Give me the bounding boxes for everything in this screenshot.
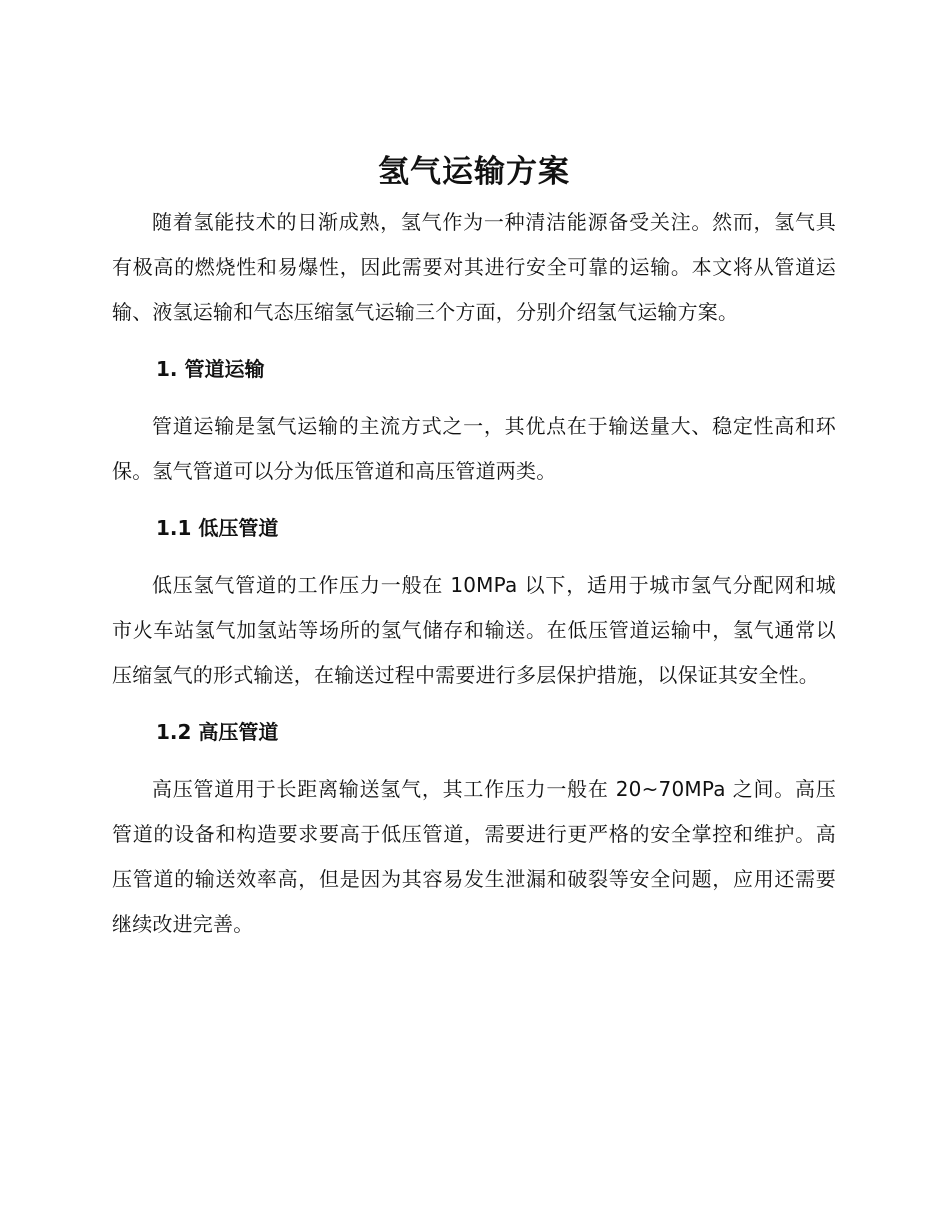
section-body-pipeline: 管道运输是氢气运输的主流方式之一，其优点在于输送量大、稳定性高和环保。氢气管道可以分为低压管道和高压管道两类。	[112, 414, 836, 483]
section-heading-high-pressure: 1.2 高压管道	[156, 720, 279, 744]
intro-paragraph: 随着氢能技术的日渐成熟，氢气作为一种清洁能源备受关注。然而，氢气具有极高的燃烧性和易爆性，因此需要对其进行安全可靠的运输。本文将从管道运输、液氢运输和气态压缩氢气运输三个方面，分别介绍氢气运输方案。	[112, 210, 836, 324]
document-title: 氢气运输方案	[378, 154, 570, 190]
document-body	[112, 150, 836, 947]
section-body-high-pressure: 高压管道用于长距离输送氢气，其工作压力一般在 20~70MPa 之间。高压管道的设备和构造要求要高于低压管道，需要进行更严格的安全掌控和维护。高压管道的输送效率高，但是因为其容易发生泄漏和破裂等安全问题，应用还需要继续改进完善。	[112, 777, 836, 936]
section-heading-low-pressure: 1.1 低压管道	[156, 516, 279, 540]
section-heading-pipeline: 1. 管道运输	[156, 357, 265, 381]
section-body-low-pressure: 低压氢气管道的工作压力一般在 10MPa 以下，适用于城市氢气分配网和城市火车站氢气加氢站等场所的氢气储存和输送。在低压管道运输中，氢气通常以压缩氢气的形式输送，在输送过程中需要进行多层保护措施，以保证其安全性。	[112, 573, 836, 687]
